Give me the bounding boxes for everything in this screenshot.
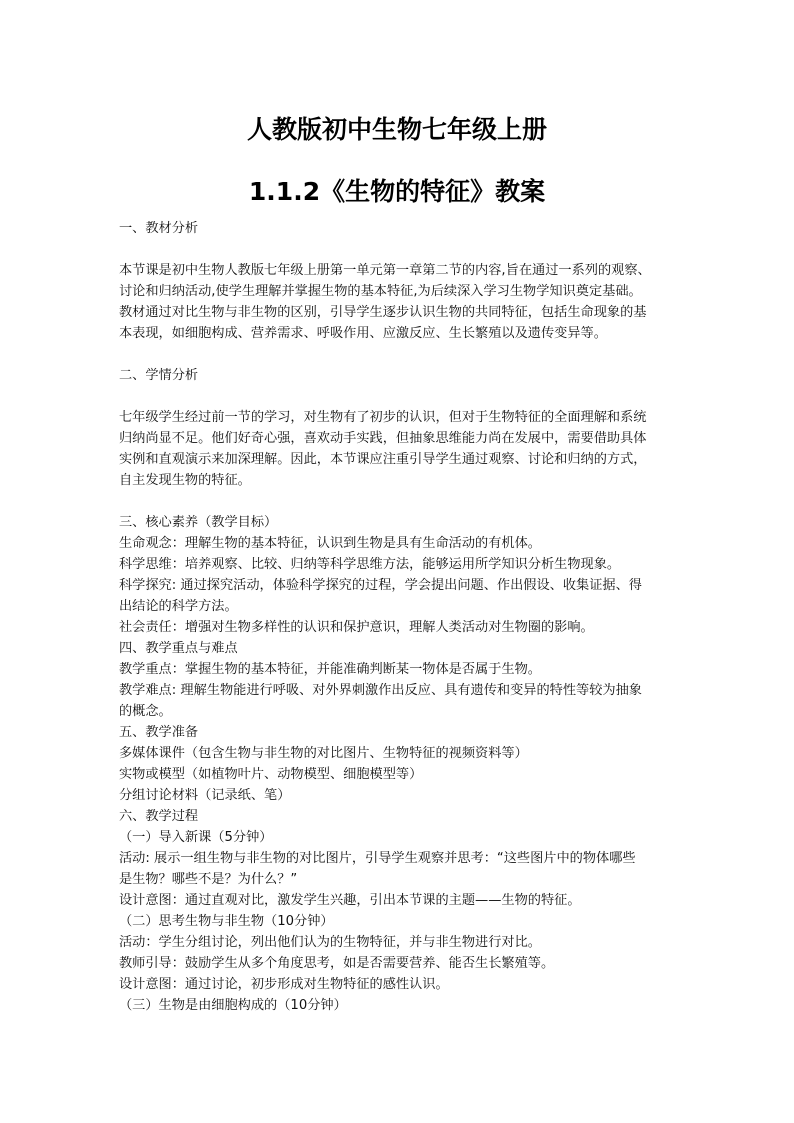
blank-line [119,344,679,365]
text-line: 实例和直观演示来加深理解。因此，本节课应注重引导学生通过观察、讨论和归纳的方式， [119,452,647,467]
text-line: 自主发现生物的特征。 [119,473,251,488]
text-line: 科学思维：培养观察、比较、归纳等科学思维方法，能够运用所学知识分析生物现象。 [119,557,621,572]
text-line: 教学难点: 理解生物能进行呼吸、对外界刺激作出反应、具有遗传和变异的特性等较为抽象 [119,683,642,698]
text-line: 多媒体课件（包含生物与非生物的对比图片、生物特征的视频资料等） [119,746,528,761]
text-line: 活动: 展示一组生物与非生物的对比图片，引导学生观察并思考：“这些图片中的物体哪些 [119,851,636,866]
text-line: 社会责任：增强对生物多样性的认识和保护意识，理解人类活动对生物圈的影响。 [119,620,594,635]
document-title: 人教版初中生物七年级上册 [246,115,547,144]
text-line: 实物或模型（如植物叶片、动物模型、细胞模型等） [119,767,423,782]
text-line: 三、核心素养（教学目标） [119,515,278,530]
text-line: （二）思考生物与非生物（10分钟） [119,914,334,929]
text-line: 的概念。 [119,704,172,719]
text-line: 分组讨论材料（记录纸、笔） [119,788,291,803]
text-line: （一）导入新课（5分钟） [119,830,273,845]
blank-line [119,386,679,407]
text-line: 四、教学重点与难点 [119,641,238,656]
text-line: 是生物？哪些不是？为什么？” [119,872,298,887]
text-line: 五、教学准备 [119,725,199,740]
text-line: 六、教学过程 [119,809,199,824]
text-line: 科学探究: 通过探究活动，体验科学探究的过程，学会提出问题、作出假设、收集证据、得 [119,578,642,593]
text-line: 教师引导：鼓励学生从多个角度思考，如是否需要营养、能否生长繁殖等。 [119,956,555,971]
text-line: 活动：学生分组讨论，列出他们认为的生物特征，并与非生物进行对比。 [119,935,541,950]
text-line: 本节课是初中生物人教版七年级上册第一单元第一章第二节的内容,旨在通过一系列的观察、 [119,263,651,278]
text-line: 归纳尚显不足。他们好奇心强，喜欢动手实践，但抽象思维能力尚在发展中，需要借助具体 [119,431,647,446]
text-line: 出结论的科学方法。 [119,599,238,614]
text-line: 讨论和归纳活动,使学生理解并掌握生物的基本特征,为后续深入学习生物学知识奠定基础。 [119,284,642,299]
text-line: 教材通过对比生物与非生物的区别，引导学生逐步认识生物的共同特征，包括生命现象的基 [119,305,647,320]
document-subtitle: 1.1.2《生物的特征》教案 [248,177,546,206]
blank-line [119,239,679,260]
text-line: 设计意图：通过直观对比，激发学生兴趣，引出本节课的主题——生物的特征。 [119,893,581,908]
text-line: 七年级学生经过前一节的学习，对生物有了初步的认识，但对于生物特征的全面理解和系统 [119,410,647,425]
text-line: （三）生物是由细胞构成的（10分钟） [119,998,347,1013]
text-line: 本表现，如细胞构成、营养需求、呼吸作用、应激反应、生长繁殖以及遗传变异等。 [119,326,607,341]
blank-line [119,491,679,512]
text-line: 一、教材分析 [119,221,199,236]
text-line: 生命观念：理解生物的基本特征，认识到生物是具有生命活动的有机体。 [119,536,541,551]
text-line: 教学重点：掌握生物的基本特征，并能准确判断某一物体是否属于生物。 [119,662,541,677]
text-line: 二、学情分析 [119,368,199,383]
text-line: 设计意图：通过讨论，初步形成对生物特征的感性认识。 [119,977,449,992]
document-body [119,218,679,1016]
